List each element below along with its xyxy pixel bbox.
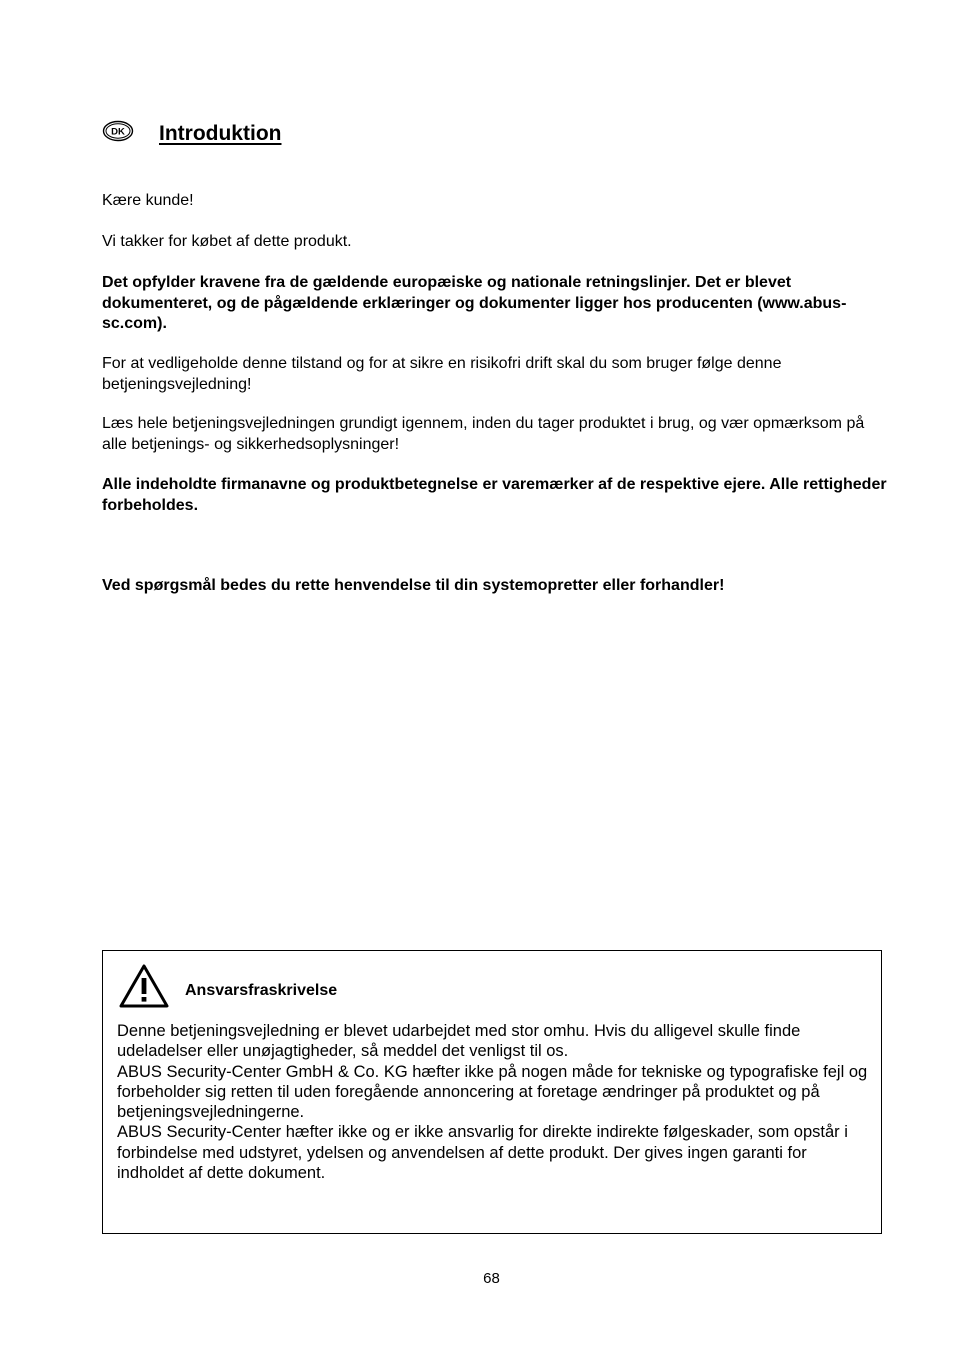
dk-language-badge-icon: [102, 120, 134, 142]
warning-triangle-icon: [118, 963, 170, 1009]
compliance-text: Det opfylder kravene fra de gældende europæiske og nationale retningslinjer. Det er blevet dokumenteret, og de pågældende erklæringer og dokumenter ligger hos producenten (www.abus-sc.com).: [102, 274, 847, 332]
disclaimer-title: Ansvarsfraskrivelse: [185, 982, 338, 999]
questions-text: Ved spørgsmål bedes du rette henvendelse til din systemopretter eller forhandler!: [102, 577, 725, 594]
disclaimer-line-3: ABUS Security-Center hæfter ikke og er ikke ansvarlig for direkte indirekte følgeskader, som opstår i forbindelse med udstyret, ydelsen og anvendelsen af dette produkt. Der gives ingen garanti for indholdet af dette dokument.: [117, 1123, 848, 1183]
disclaimer-body: [117, 1021, 877, 1183]
badge-label: DK: [111, 126, 125, 138]
greeting: Kære kunde!: [102, 192, 194, 209]
read-manual-text: Læs hele betjeningsvejledningen grundigt igennem, inden du tager produktet i brug, og vær opmærksom på alle betjenings- og sikkerhedsoplysninger!: [102, 415, 865, 453]
disclaimer-line-2: ABUS Security-Center GmbH & Co. KG hæfter ikke på nogen måde for tekniske og typografiske fejl og forbeholder sig retten til uden foregående annoncering at foretage ændringer på produktet og på betjeningsvejledningerne.: [117, 1062, 868, 1122]
thanks-text: Vi takker for købet af dette produkt.: [102, 233, 352, 250]
page-title: Introduktion: [159, 122, 282, 145]
disclaimer-line-1: Denne betjeningsvejledning er blevet udarbejdet med stor omhu. Hvis du alligevel skulle finde udeladelser eller unøjagtigheder, så meddel det venligst til os.: [117, 1022, 801, 1061]
page-number: 68: [483, 1270, 500, 1287]
maintenance-text: For at vedligeholde denne tilstand og for at sikre en risikofri drift skal du som bruger følge denne betjeningsvejledning!: [102, 355, 782, 393]
disclaimer-box: [102, 950, 882, 1234]
trademark-text: Alle indeholdte firmanavne og produktbetegnelse er varemærker af de respektive ejere. Alle rettigheder forbeholdes.: [102, 476, 887, 514]
